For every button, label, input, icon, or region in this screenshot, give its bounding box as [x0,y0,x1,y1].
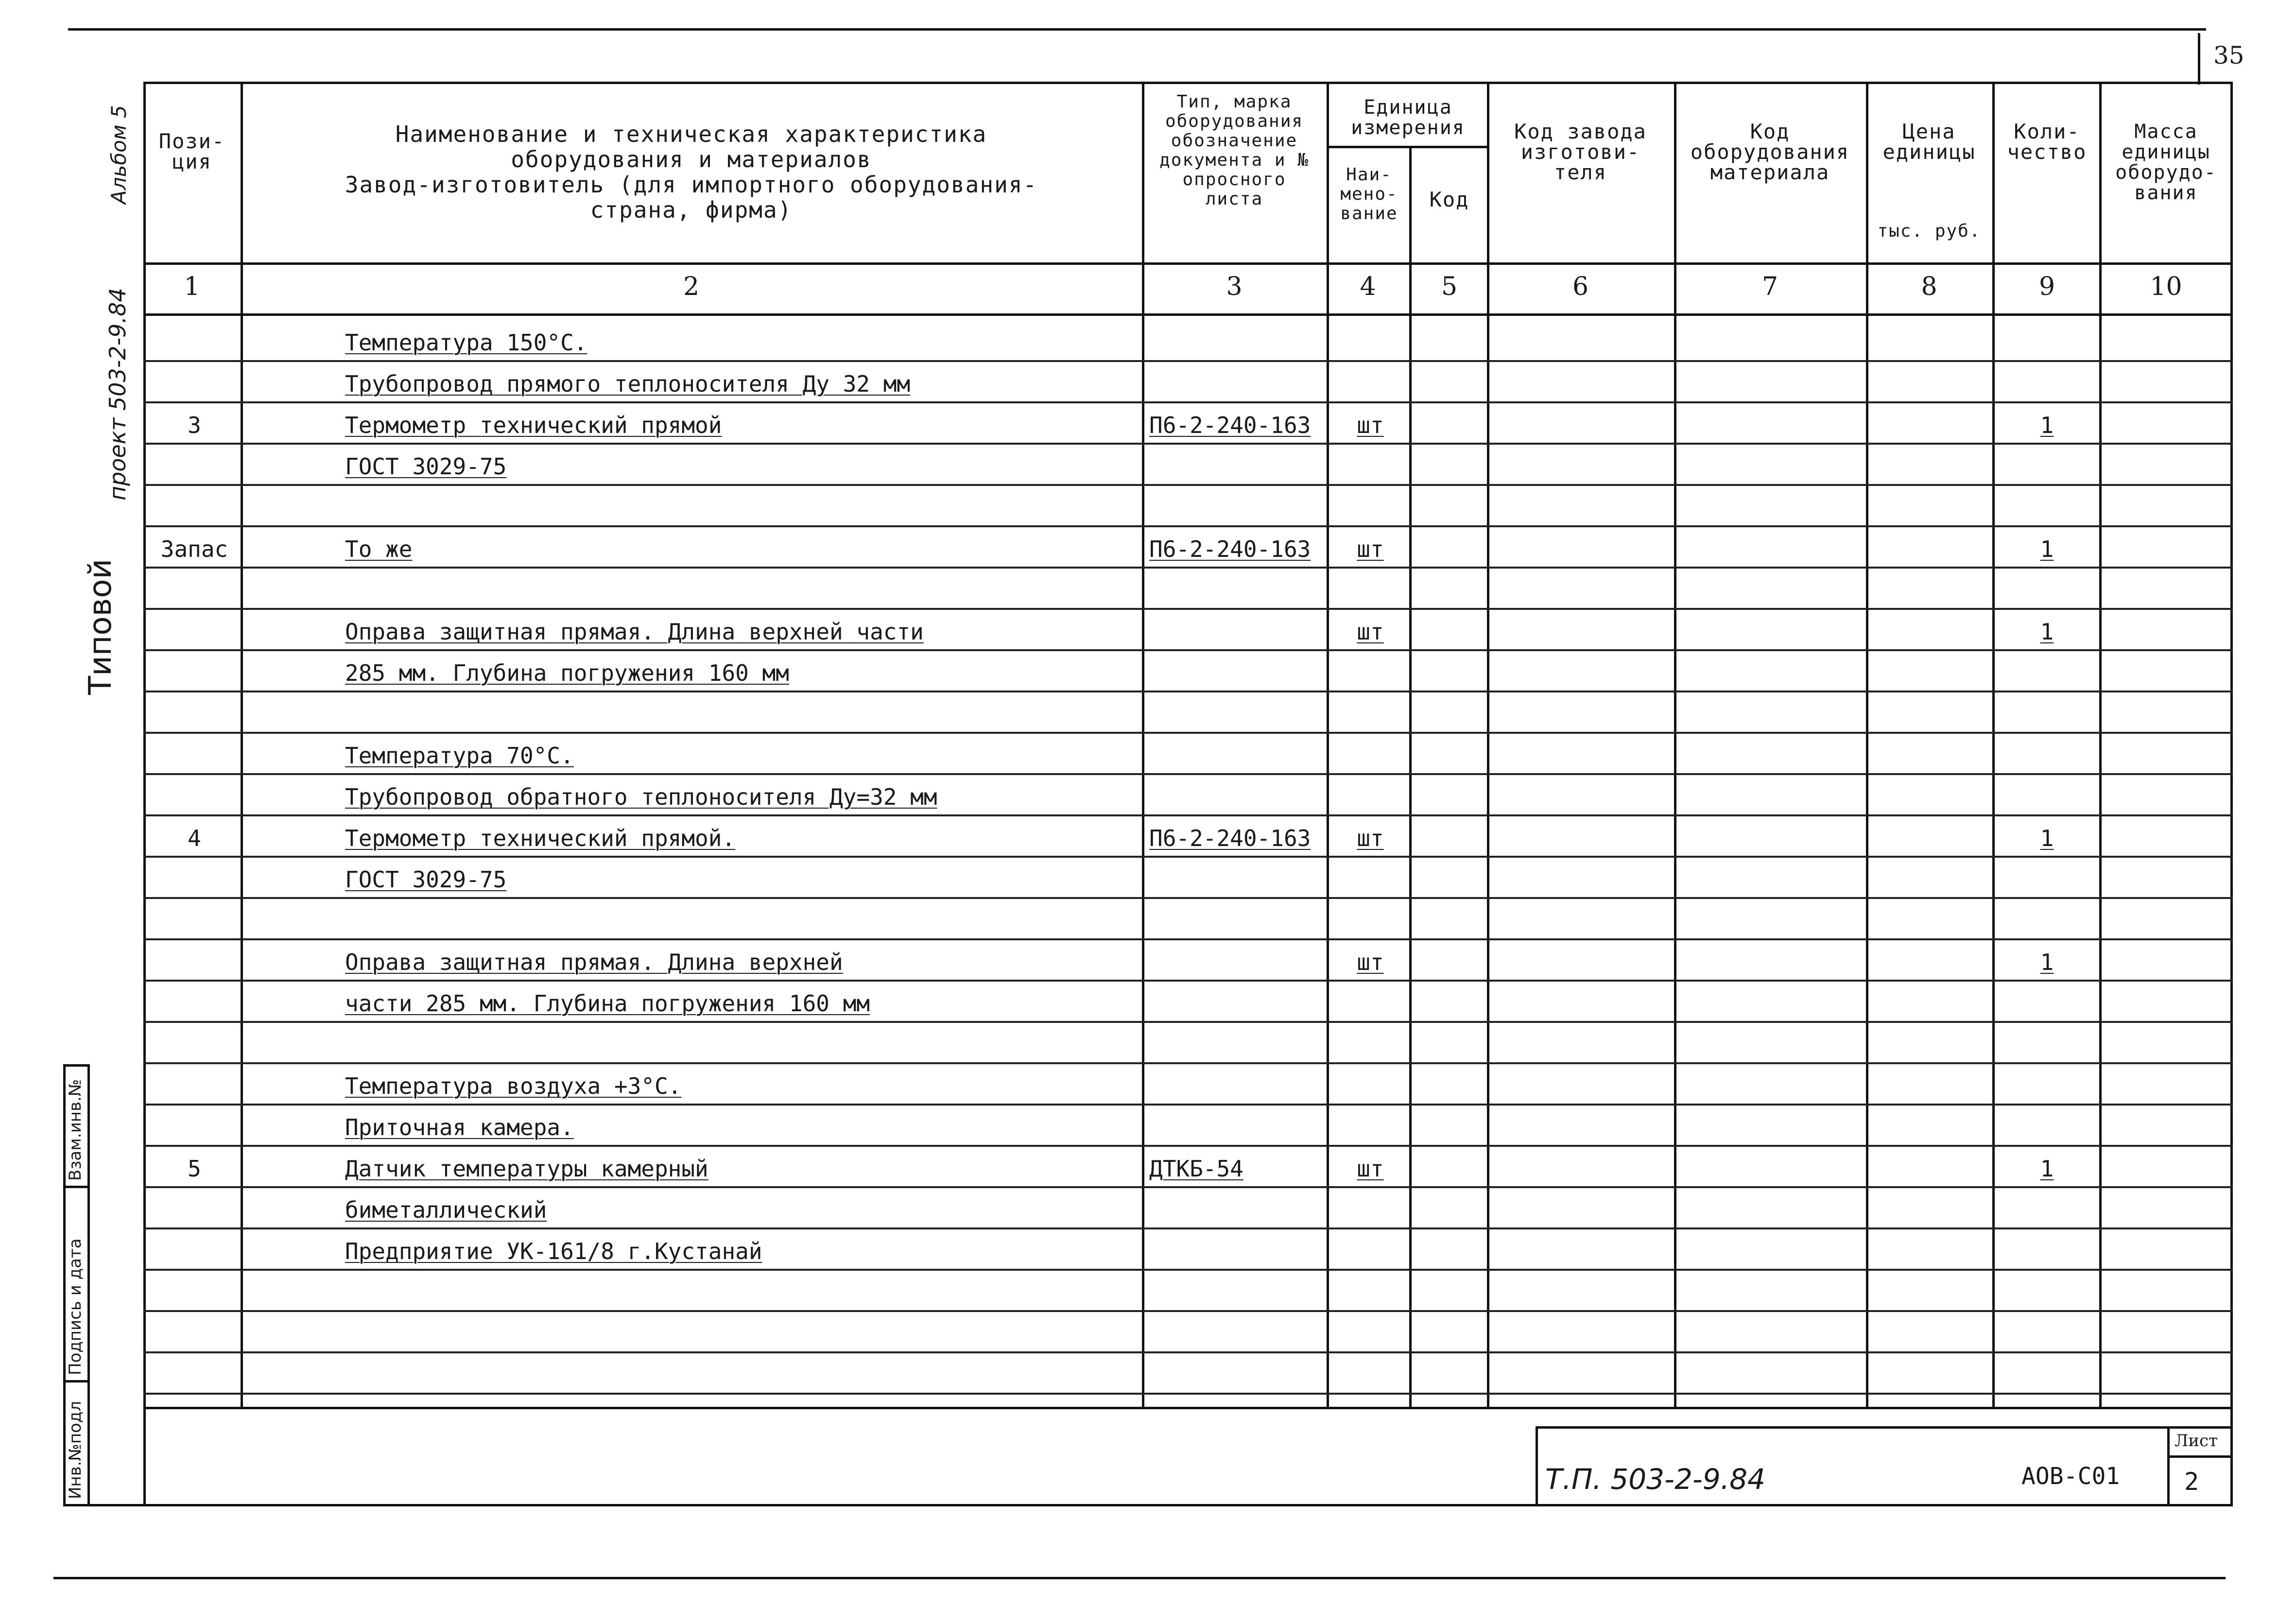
frame-bottom [63,1504,2233,1506]
colnum-4: 4 [1360,272,1376,301]
row-divider [143,1145,2233,1147]
row-name: части 285 мм. Глубина погружения 160 мм [345,990,870,1017]
colnum-7: 7 [1761,272,1778,301]
row-divider [143,1021,2233,1023]
row-divider [143,484,2233,486]
colnum-2: 2 [683,272,700,301]
row-name: Оправа защитная прямая. Длина верхней [345,949,843,975]
row-type: ДТКБ-54 [1149,1156,1243,1182]
stamp-top [63,1064,90,1067]
row-divider [143,525,2233,527]
row-divider [143,1104,2233,1106]
header-unit-mass: Масса единицы оборудо- вания [2115,121,2217,204]
header-price-currency: тыс. руб. [1877,221,1981,241]
drawing-designation: Т.П. 503-2-9.84 [1545,1463,1765,1496]
header-type: Тип, марка оборудования обозначение документа и № опросного листа [1159,92,1309,209]
stamp-div-2 [63,1380,90,1382]
row-quantity: 1 [2040,536,2054,562]
row-divider [143,1186,2233,1188]
row-unit: шт [1357,412,1384,438]
header-top [143,82,2233,84]
row-name: Термометр технический прямой [345,412,722,438]
page-bottom-rule [53,1577,2226,1579]
row-unit: шт [1357,619,1384,645]
page-number: 35 [2213,41,2244,69]
header-factory-code: Код завода изготови- теля [1514,120,1647,184]
row-divider [143,1351,2233,1353]
row-quantity: 1 [2040,412,2054,438]
row-divider [143,608,2233,610]
stamp-vzam-inv: Взам.инв.№ [66,1079,85,1181]
header-bottom [143,262,2233,265]
colnum-1: 1 [184,272,200,301]
row-name: Трубопровод прямого теплоносителя Ду 32 мм [345,371,911,397]
stamp-inv-podl: Инв.№подл [66,1400,85,1499]
stamp-inner [87,1064,90,1506]
colnum-6: 6 [1572,272,1589,301]
row-name: Оправа защитная прямая. Длина верхней части [345,619,924,645]
side-label-project: проект 503-2-9.84 [104,288,131,501]
row-divider [143,1310,2233,1312]
row-unit: шт [1357,536,1384,562]
row-divider [143,980,2233,982]
row-position: Запас [160,536,228,562]
colnum-3: 3 [1226,272,1243,301]
row-divider [143,1393,2233,1395]
unit-header-divider [1327,146,1489,148]
row-unit: шт [1357,825,1384,851]
col-line-4 [1409,146,1412,1408]
row-unit: шт [1357,949,1384,975]
row-divider [143,1062,2233,1064]
row-name: Температура 150°С. [345,329,587,356]
row-name: Температура воздуха +3°С. [345,1073,682,1099]
header-unit: Единица измерения [1351,96,1465,139]
colnum-5: 5 [1441,272,1458,301]
row-divider [143,443,2233,445]
row-divider [143,856,2233,858]
row-name: Термометр технический прямой. [345,825,736,851]
row-name: 285 мм. Глубина погружения 160 мм [345,660,789,686]
row-divider [143,938,2233,940]
title-block-top [1536,1426,2233,1429]
header-equipment-code: Код оборудования материала [1690,120,1850,184]
row-name: Предприятие УК-161/8 г.Кустанай [345,1238,762,1264]
side-label-typical: Типовой [83,558,119,695]
colnum-10: 10 [2150,272,2182,301]
row-divider [143,1227,2233,1229]
row-name: ГОСТ 3029-75 [345,866,507,893]
row-divider [143,691,2233,692]
sheet-number: 2 [2184,1468,2199,1496]
row-quantity: 1 [2040,949,2054,975]
row-divider [143,567,2233,569]
drawing-code: АОВ-С01 [2021,1463,2120,1490]
row-unit: шт [1357,1156,1384,1182]
sheet-box-divider [2167,1455,2233,1458]
colnum-8: 8 [1921,272,1937,301]
row-divider [143,360,2233,362]
row-divider [143,649,2233,651]
header-unit-name: Наи- мено- вание [1340,165,1398,224]
header-unit-price: Цена единицы [1882,120,1976,164]
row-divider [143,814,2233,816]
stamp-signature-date: Подпись и дата [66,1238,85,1375]
sheet-label: Лист [2175,1431,2218,1451]
row-type: П6-2-240-163 [1149,825,1311,851]
frame-right [2230,82,2233,1506]
row-name: Трубопровод обратного теплоносителя Ду=32 мм [345,784,937,810]
page-number-box-left [2198,33,2200,85]
row-name: Температура 70°С. [345,743,574,769]
row-quantity: 1 [2040,825,2054,851]
row-type: П6-2-240-163 [1149,412,1311,438]
title-block-left [1536,1426,1538,1506]
row-divider [143,732,2233,734]
row-divider [143,401,2233,403]
top-border [68,28,2206,31]
row-name: Приточная камера. [345,1114,574,1140]
row-divider [143,773,2233,775]
row-divider [143,1269,2233,1271]
row-divider [143,897,2233,899]
side-label-album: Альбом 5 [107,105,131,204]
row-type: П6-2-240-163 [1149,536,1311,562]
row-position: 3 [188,412,201,438]
row-position: 5 [188,1156,201,1182]
colnum-bottom [143,313,2233,316]
table-body-bottom [143,1407,2233,1409]
header-quantity: Коли- чество [2007,120,2087,164]
header-position: Пози- ция [158,129,225,173]
row-name: биметаллический [345,1197,547,1223]
row-name: Датчик температуры камерный [345,1156,708,1182]
header-unit-code: Код [1429,188,1469,211]
row-quantity: 1 [2040,619,2054,645]
header-name: Наименование и техническая характеристика оборудования и материалов Завод-изготовитель (для импортного оборудования- страна, фирма) [345,121,1038,223]
colnum-9: 9 [2038,272,2055,301]
row-position: 4 [188,825,201,851]
stamp-div-1 [63,1186,90,1188]
row-quantity: 1 [2040,1156,2054,1182]
row-name: ГОСТ 3029-75 [345,453,507,480]
sheet-box-left [2167,1426,2170,1506]
row-name: То же [345,536,413,562]
